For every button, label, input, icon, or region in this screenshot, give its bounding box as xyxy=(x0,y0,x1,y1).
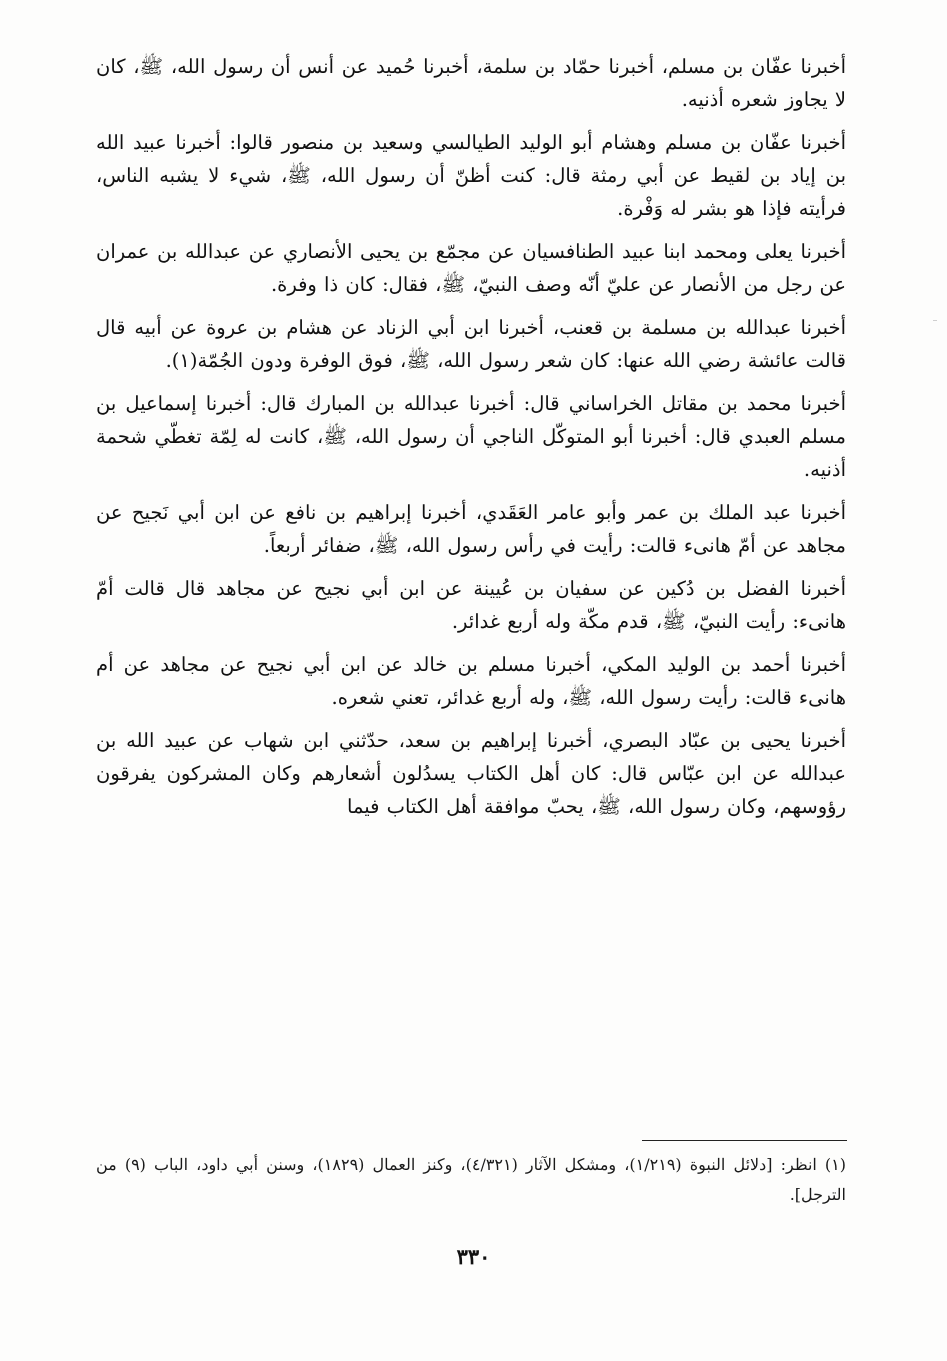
hadith-paragraph-1: أخبرنا عفّان بن مسلم، أخبرنا حمّاد بن سلمة، أخبرنا حُميد عن أنس أن رسول الله، ﷺ، كان لا يجاوز شعره أذنيه. xyxy=(96,55,846,111)
hadith-paragraph-2: أخبرنا عفّان بن مسلم وهشام أبو الوليد الطيالسي وسعيد بن منصور قالوا: أخبرنا عبيد الله بن إياد بن لقيط عن أبي رمثة قال: كنت أظنّ أن رسول الله، ﷺ، شيء لا يشبه الناس، فرأيته فإذا هو بشر له وَفْرة. xyxy=(96,131,846,220)
main-text xyxy=(96,50,846,833)
footnote-divider xyxy=(642,1140,847,1141)
page-number: ٣٣٠ xyxy=(456,1244,491,1269)
hadith-paragraph-6: أخبرنا عبد الملك بن عمر وأبو عامر العَقَدي، أخبرنا إبراهيم بن نافع عن ابن أبي نَجيح عن مجاهد عن أمّ هانىء قالت: رأيت في رأس رسول الله، ﷺ، ضفائر أربعاً. xyxy=(96,501,846,557)
hadith-paragraph-8: أخبرنا أحمد بن الوليد المكي، أخبرنا مسلم بن خالد عن ابن أبي نجيح عن مجاهد عن أم هانىء قالت: رأيت رسول الله، ﷺ، وله أربع غدائر، تعني شعره. xyxy=(96,653,846,709)
hadith-paragraph-4: أخبرنا عبدالله بن مسلمة بن قعنب، أخبرنا ابن أبي الزناد عن هشام بن عروة عن أبيه قال قالت عائشة رضي الله عنها: كان شعر رسول الله، ﷺ، فوق الوفرة ودون الجُمّة(١). xyxy=(96,316,846,372)
footnote: (١) انظر: [دلائل النبوة (١/٢١٩)، ومشكل الآثار (٤/٣٢١)، وكنز العمال (١٨٢٩)، وسنن أبي داود، الباب (٩) من الترجل]. xyxy=(96,1155,847,1204)
hadith-paragraph-9: أخبرنا يحيى بن عبّاد البصري، أخبرنا إبراهيم بن سعد، حدّثني ابن شهاب عن عبيد الله بن عبدالله عن ابن عبّاس قال: كان أهل الكتاب يسدُلون أشعارهم وكان المشركون يفرقون رؤوسهم، وكان رسول الله، ﷺ، يحبّ موافقة أهل الكتاب فيما xyxy=(96,729,846,818)
scan-edge-mark xyxy=(933,320,937,321)
hadith-paragraph-5: أخبرنا محمد بن مقاتل الخراساني قال: أخبرنا عبدالله بن المبارك قال: أخبرنا إسماعيل بن مسلم العبدي قال: أخبرنا أبو المتوكّل الناجي أن رسول الله، ﷺ، كانت له لِمّة تغطّي شحمة أذنيه. xyxy=(96,392,846,481)
hadith-paragraph-3: أخبرنا يعلى ومحمد ابنا عبيد الطنافسيان عن مجمّع بن يحيى الأنصاري عن عبدالله بن عمران عن رجل من الأنصار عن عليّ أنّه وصف النبيّ، ﷺ، فقال: كان ذا وفرة. xyxy=(96,240,846,296)
hadith-paragraph-7: أخبرنا الفضل بن دُكين عن سفيان بن عُيينة عن ابن أبي نجيح عن مجاهد قال قالت أمّ هانىء: رأيت النبيّ، ﷺ، قدم مكّة وله أربع غدائر. xyxy=(96,577,846,633)
